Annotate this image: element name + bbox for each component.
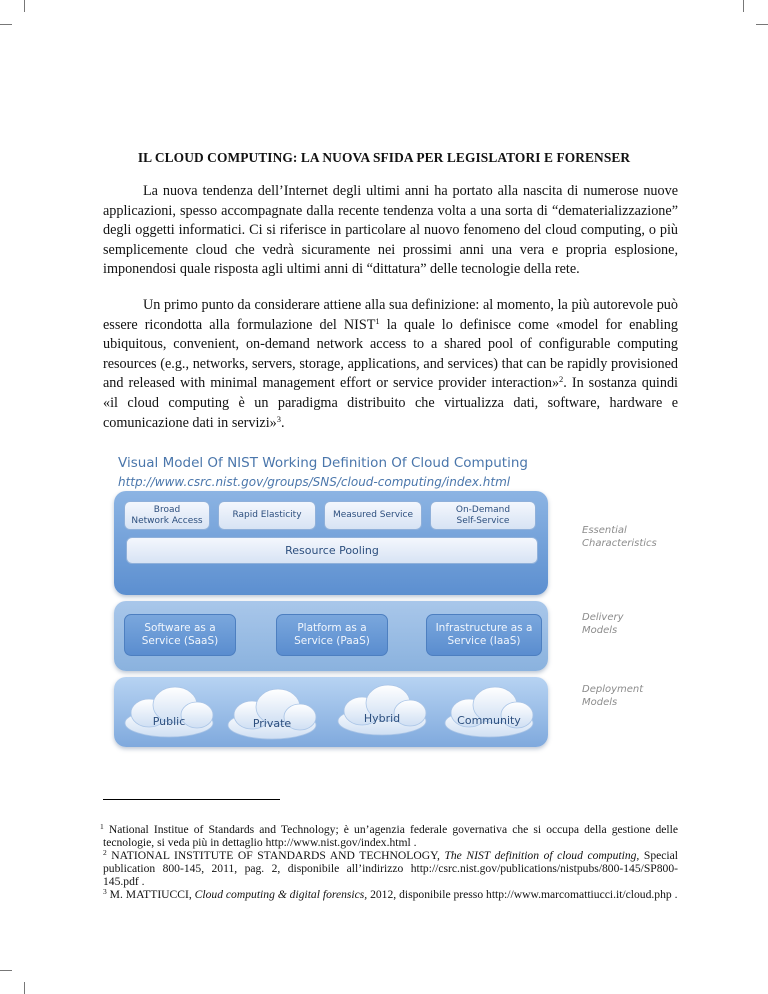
deployment-private: Private: [252, 717, 292, 730]
footnote-3: [103, 888, 678, 901]
label-essential-characteristics: Essential Characteristics: [582, 525, 657, 549]
characteristic-measured-service: Measured Service: [324, 501, 422, 530]
footnote-number: 2: [103, 848, 107, 857]
deployment-models-band: [114, 677, 548, 747]
crop-mark: [0, 24, 12, 25]
cloud-shapes: [114, 677, 548, 747]
crop-mark: [0, 970, 12, 971]
nist-cloud-model-figure: [100, 455, 700, 755]
characteristic-rapid-elasticity: Rapid Elasticity: [218, 501, 316, 530]
figure-title: Visual Model Of NIST Working Definition Of Cloud Computing: [118, 455, 528, 471]
paragraph-text: .: [281, 414, 285, 431]
footnote-text: National Institue of Standards and Technology; è un’agenzia federale governativa che si occupa della gestione delle tecnologie, si veda più in dettaglio http://www.nist.gov/index.html .: [103, 823, 678, 850]
paragraph-text: . In sostanza quindi «il cloud computing è un paradigma distribuito che virtualizza dati, software, hardware e comunicazione dati in servizi»: [103, 375, 678, 431]
cloud-community-icon: [445, 687, 533, 737]
characteristic-broad-network-access: Broad Network Access: [124, 501, 210, 530]
footnote-text: M. MATTIUCCI,: [106, 888, 195, 901]
footnote-number: 1: [100, 822, 104, 831]
cloud-private-icon: [228, 689, 316, 739]
footnote-text: NATIONAL INSTITUTE OF STANDARDS AND TECHNOLOGY,: [106, 849, 445, 862]
footnote-separator: [103, 799, 280, 800]
footnote-number: 3: [103, 887, 107, 896]
page-title: IL CLOUD COMPUTING: LA NUOVA SFIDA PER LEGISLATORI E FORENSER: [137, 150, 631, 165]
footnote-text: 2012, disponibile presso http://www.marcomattiucci.it/cloud.php .: [367, 888, 678, 901]
footnote-ref[interactable]: 3: [276, 413, 281, 424]
crop-mark: [743, 0, 744, 12]
resource-pooling: Resource Pooling: [126, 537, 538, 564]
deployment-public: Public: [152, 715, 186, 728]
footnote-italic-title: The NIST definition of cloud computing,: [444, 849, 640, 862]
crop-mark: [24, 0, 25, 12]
service-model-iaas: Infrastructure as a Service (IaaS): [426, 614, 542, 656]
essential-characteristics-band: [114, 491, 548, 595]
deployment-hybrid: Hybrid: [363, 712, 401, 725]
label-deployment-models: Deployment Models: [582, 684, 644, 708]
paragraph-text: Un primo punto da considerare attiene alla sua definizione: al momento, la più autorevole può essere ricondotta alla formulazione del NIST: [103, 297, 678, 333]
crop-mark: [24, 982, 25, 994]
footnote-text: Special publication 800-145, 2011, pag. 2, disponibile all’indirizzo http://csrc.nist.gov/publications/nistpubs/800-145/SP800-145.pdf .: [103, 849, 678, 889]
characteristic-on-demand-self-service: On-Demand Self-Service: [430, 501, 536, 530]
footnote-ref[interactable]: 2: [559, 374, 564, 385]
paragraph-text: la quale lo definisce come «model for enabling ubiquitous, convenient, on-demand network access to a shared pool of configurable computing resources (e.g., networks, servers, storage, applications, and services) that can be rapidly provisioned and released with minimal management effort or service provider interaction»: [103, 316, 678, 392]
footnote-italic-title: Cloud computing & digital forensics,: [194, 888, 368, 901]
paragraph-definition: [103, 296, 678, 433]
figure-url: http://www.csrc.nist.gov/groups/SNS/cloud-computing/index.html: [118, 475, 511, 489]
cloud-public-icon: [125, 687, 213, 737]
deployment-community: Community: [457, 714, 521, 727]
paragraph-intro: La nuova tendenza dell’Internet degli ultimi anni ha portato alla nascita di numerose nuove applicazioni, spesso accompagnate dalla recente tendenza volta a una sorta di “dematerializzazione” degli oggetti informatici. Ci si riferisce in particolare al nuovo fenomeno del cloud computing, o più semplicemente cloud che vedrà sicuramente nei prossimi anni una vera e propria esplosione, imponendosi quale risposta agli ultimi anni di “dittatura” delle tecnologie della rete.: [103, 183, 678, 278]
service-model-saas: Software as a Service (SaaS): [124, 614, 236, 656]
cloud-hybrid-icon: [338, 685, 426, 735]
label-delivery-models: Delivery Models: [582, 612, 624, 636]
delivery-models-band: [114, 601, 548, 671]
footnote-ref[interactable]: 1: [375, 315, 380, 326]
service-model-paas: Platform as a Service (PaaS): [276, 614, 388, 656]
footnote-1: [100, 822, 678, 850]
crop-mark: [756, 24, 768, 25]
footnote-2: [103, 849, 678, 889]
